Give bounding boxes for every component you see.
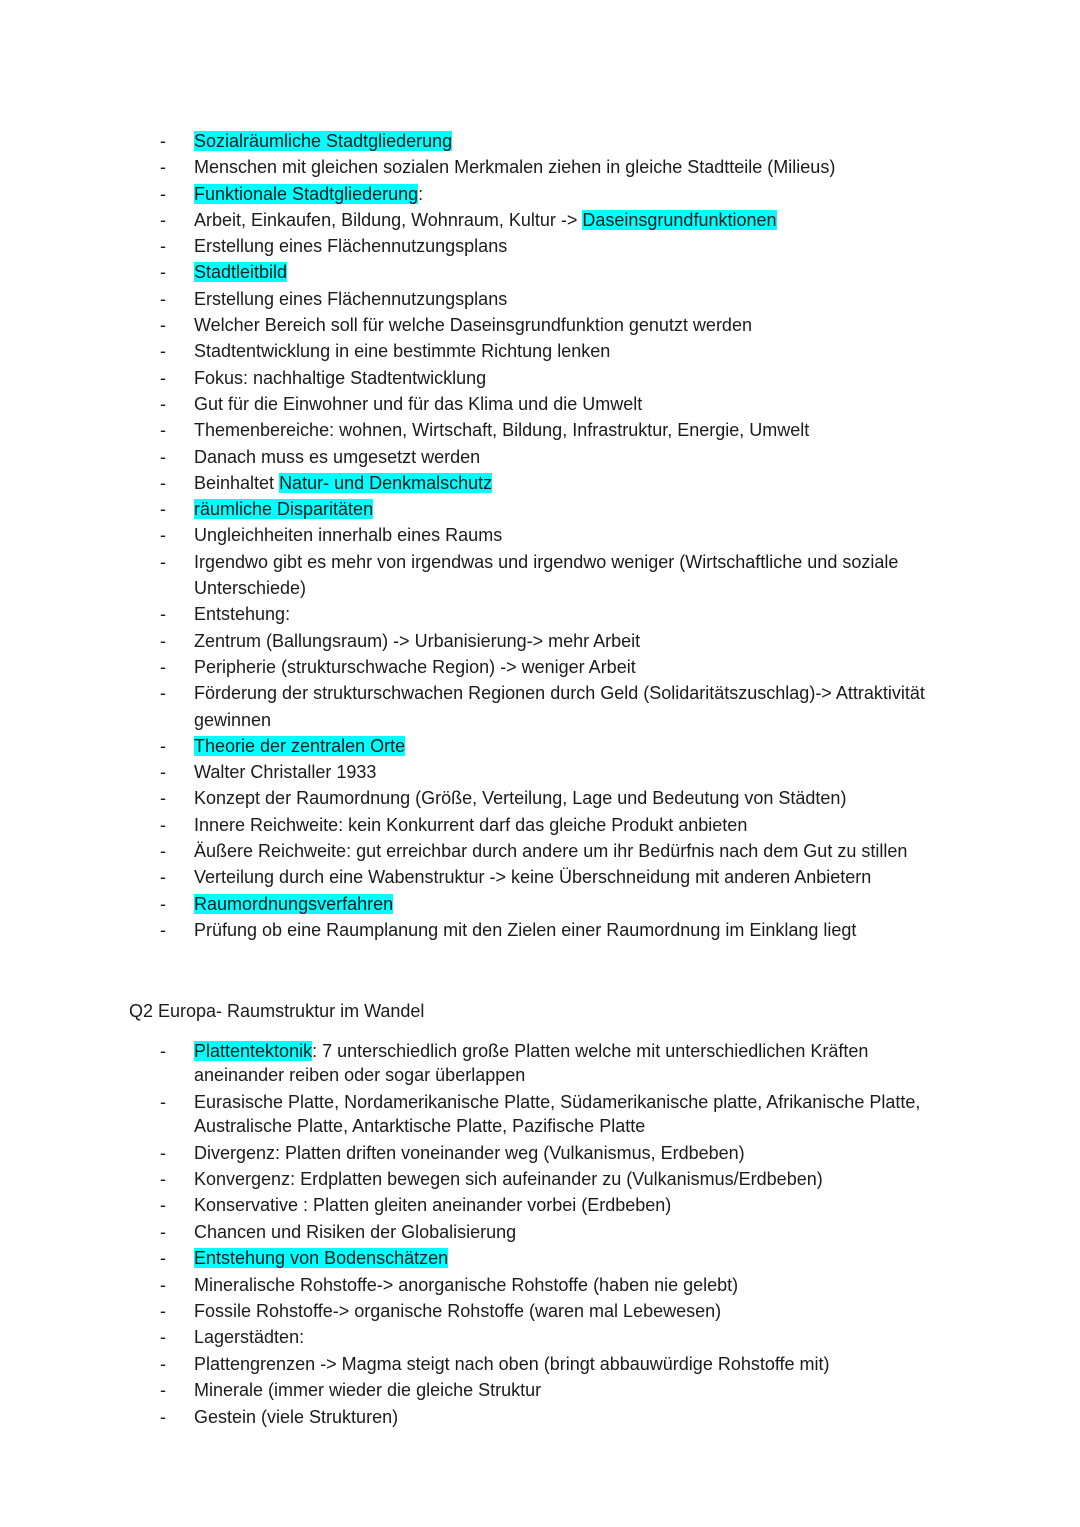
highlighted-term: Daseinsgrundfunktionen [582, 209, 777, 230]
item-text: Irgendwo gibt es mehr von irgendwas und irgendwo weniger (Wirtschaftliche und soziale Unterschiede) [194, 551, 899, 599]
list-item [0, 864, 1080, 890]
list-item [0, 181, 1080, 207]
list-item [0, 838, 1080, 864]
list-item [0, 154, 1080, 180]
item-text: Ungleichheiten innerhalb eines Raums [194, 525, 503, 546]
highlighted-term: Theorie der zentralen Orte [194, 735, 406, 756]
item-text: : [418, 183, 424, 204]
highlighted-term: Sozialräumliche Stadtgliederung [194, 131, 453, 151]
list-item [0, 1273, 1080, 1297]
list-item [0, 1090, 1080, 1139]
highlighted-term: räumliche Disparitäten [194, 499, 374, 520]
item-text: Prüfung ob eine Raumplanung mit den Zielen einer Raumordnung im Einklang liegt [194, 919, 857, 940]
item-text: Erstellung eines Flächennutzungsplans [194, 288, 508, 309]
item-text: : 7 unterschiedlich große Platten welche mit unterschiedlichen Kräften aneinander reiben oder sogar überlappen [194, 1041, 869, 1086]
list-item [0, 338, 1080, 364]
item-text: Eurasische Platte, Nordamerikanische Platte, Südamerikanische platte, Afrikanische Platte, Australische Platte, Antarktische Platte, Pazifische Platte [194, 1091, 921, 1137]
list-item [0, 1299, 1080, 1323]
list-item [0, 1220, 1080, 1244]
list-item [0, 1378, 1080, 1402]
list-item [0, 601, 1080, 627]
list-item [0, 312, 1080, 338]
list-item [0, 365, 1080, 391]
item-text: Entstehung: [194, 604, 291, 625]
item-text: Konzept der Raumordnung (Größe, Verteilung, Lage und Bedeutung von Städten) [194, 788, 847, 809]
item-text: Fossile Rohstoffe-> organische Rohstoffe (waren mal Lebewesen) [194, 1301, 722, 1322]
item-text: Walter Christaller 1933 [194, 762, 377, 783]
item-text: Förderung der strukturschwachen Regionen durch Geld (Solidaritätszuschlag)-> Attraktivität gewinnen [194, 683, 925, 730]
item-text: Themenbereiche: wohnen, Wirtschaft, Bildung, Infrastruktur, Energie, Umwelt [194, 420, 810, 441]
list-item [0, 207, 1080, 233]
list-item [0, 628, 1080, 654]
list-item [0, 654, 1080, 680]
list-item [0, 1246, 1080, 1270]
item-text: Gestein (viele Strukturen) [194, 1406, 399, 1427]
item-text: Peripherie (strukturschwache Region) -> weniger Arbeit [194, 656, 636, 677]
highlighted-term: Plattentektonik [194, 1041, 313, 1061]
item-text: Äußere Reichweite: gut erreichbar durch andere um ihr Bedürfnis nach dem Gut zu stillen [194, 841, 908, 862]
list-item [0, 444, 1080, 470]
list-item [0, 286, 1080, 312]
list-item [0, 1352, 1080, 1376]
item-text: Stadtentwicklung in eine bestimmte Richtung lenken [194, 341, 611, 362]
list-item [0, 680, 1080, 733]
item-text: Minerale (immer wieder die gleiche Struktur [194, 1380, 542, 1401]
item-text: Konvergenz: Erdplatten bewegen sich aufeinander zu (Vulkanismus/Erdbeben) [194, 1169, 823, 1190]
notes-list-europa [0, 1039, 1080, 1429]
item-text: Konservative : Platten gleiten aneinander vorbei (Erdbeben) [194, 1195, 672, 1216]
item-text: Fokus: nachhaltige Stadtentwicklung [194, 367, 487, 388]
item-text: Plattengrenzen -> Magma steigt nach oben (bringt abbauwürdige Rohstoffe mit) [194, 1353, 830, 1374]
list-item [0, 549, 1080, 602]
list-item [0, 391, 1080, 417]
item-text: Innere Reichweite: kein Konkurrent darf das gleiche Produkt anbieten [194, 814, 748, 835]
item-text: Divergenz: Platten driften voneinander weg (Vulkanismus, Erdbeben) [194, 1142, 745, 1163]
list-item [0, 917, 1080, 943]
item-text: Mineralische Rohstoffe-> anorganische Rohstoffe (haben nie gelebt) [194, 1274, 739, 1295]
highlighted-term: Entstehung von Bodenschätzen [194, 1248, 449, 1269]
list-item [0, 1405, 1080, 1429]
item-text: Beinhaltet [194, 472, 280, 493]
item-text: Lagerstädten: [194, 1327, 305, 1348]
item-text: Erstellung eines Flächennutzungsplans [194, 236, 508, 257]
list-item [0, 1193, 1080, 1217]
item-text: Welcher Bereich soll für welche Daseinsgrundfunktion genutzt werden [194, 315, 752, 336]
item-text: Menschen mit gleichen sozialen Merkmalen ziehen in gleiche Stadtteile (Milieus) [194, 157, 836, 178]
list-item [0, 1039, 1080, 1088]
list-item [0, 812, 1080, 838]
highlighted-term: Natur- und Denkmalschutz [279, 472, 493, 493]
item-text: Chancen und Risiken der Globalisierung [194, 1221, 517, 1242]
item-text: Arbeit, Einkaufen, Bildung, Wohnraum, Kultur -> [194, 209, 583, 230]
highlighted-term: Funktionale Stadtgliederung [194, 183, 419, 204]
list-item [0, 1325, 1080, 1349]
notes-list-stadtgliederung [0, 128, 1080, 943]
list-item [0, 759, 1080, 785]
section-heading: Q2 Europa- Raumstruktur im Wandel [129, 1001, 425, 1021]
list-item [0, 785, 1080, 811]
highlighted-term: Stadtleitbild [194, 262, 288, 283]
list-item [0, 128, 1080, 154]
list-item [0, 891, 1080, 917]
list-item [0, 259, 1080, 285]
item-text: Gut für die Einwohner und für das Klima und die Umwelt [194, 393, 643, 414]
highlighted-term: Raumordnungsverfahren [194, 893, 394, 914]
item-text: Zentrum (Ballungsraum) -> Urbanisierung-> mehr Arbeit [194, 630, 641, 651]
list-item [0, 470, 1080, 496]
item-text: Danach muss es umgesetzt werden [194, 446, 481, 467]
list-item [0, 417, 1080, 443]
item-text: Verteilung durch eine Wabenstruktur -> keine Überschneidung mit anderen Anbietern [194, 867, 872, 888]
list-item [0, 522, 1080, 548]
list-item [0, 733, 1080, 759]
list-item [0, 233, 1080, 259]
list-item [0, 1167, 1080, 1191]
list-item [0, 496, 1080, 522]
list-item [0, 1141, 1080, 1165]
